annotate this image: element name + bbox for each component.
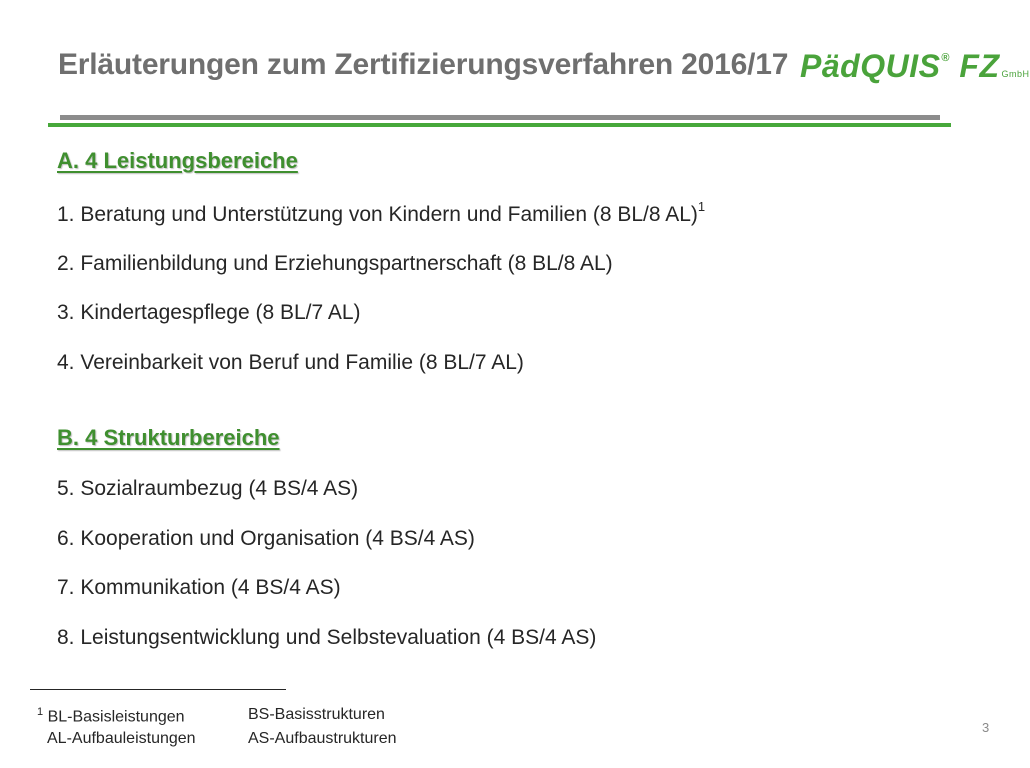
company-logo: [800, 48, 1030, 85]
page-number: 3: [982, 720, 990, 735]
footnote-divider: [30, 689, 286, 690]
footnote-line-1: [37, 706, 185, 726]
section-heading-a: A. 4 Leistungsbereiche: [57, 148, 298, 173]
footnote-al: AL-Aufbauleistungen: [47, 730, 196, 747]
footnote-as: AS-Aufbaustrukturen: [248, 730, 397, 747]
slide-title: Erläuterungen zum Zertifizierungsverfahren 2016/17: [58, 48, 789, 81]
list-item: 4. Vereinbarkeit von Beruf und Familie (8 BL/7 AL): [57, 351, 524, 374]
logo-gmbh: GmbH: [1001, 69, 1030, 79]
list-item: [57, 201, 705, 227]
logo-suffix: FZ: [959, 48, 1000, 84]
footnote-reference: 1: [697, 199, 706, 214]
footnote-mark: 1: [37, 706, 44, 718]
list-item: 6. Kooperation und Organisation (4 BS/4 AS): [57, 527, 475, 550]
logo-registered-mark: ®: [941, 52, 951, 64]
list-item: 5. Sozialraumbezug (4 BS/4 AS): [57, 477, 359, 500]
section-heading-b: B. 4 Strukturbereiche: [57, 425, 280, 450]
list-item: 2. Familienbildung und Erziehungspartnerschaft (8 BL/8 AL): [57, 252, 613, 275]
footnote-bs: BS-Basisstrukturen: [248, 706, 385, 723]
logo-text: PädQUIS: [800, 48, 941, 84]
title-divider-green: [48, 123, 951, 127]
footnote-bl: BL-Basisleistungen: [47, 708, 185, 726]
title-divider-gray: [60, 115, 940, 120]
list-item: 7. Kommunikation (4 BS/4 AS): [57, 576, 341, 599]
list-item: 3. Kindertagespflege (8 BL/7 AL): [57, 301, 361, 324]
list-item-text: 1. Beratung und Unterstützung von Kindern und Familien (8 BL/8 AL): [57, 203, 698, 226]
list-item: 8. Leistungsentwicklung und Selbstevaluation (4 BS/4 AS): [57, 626, 597, 649]
